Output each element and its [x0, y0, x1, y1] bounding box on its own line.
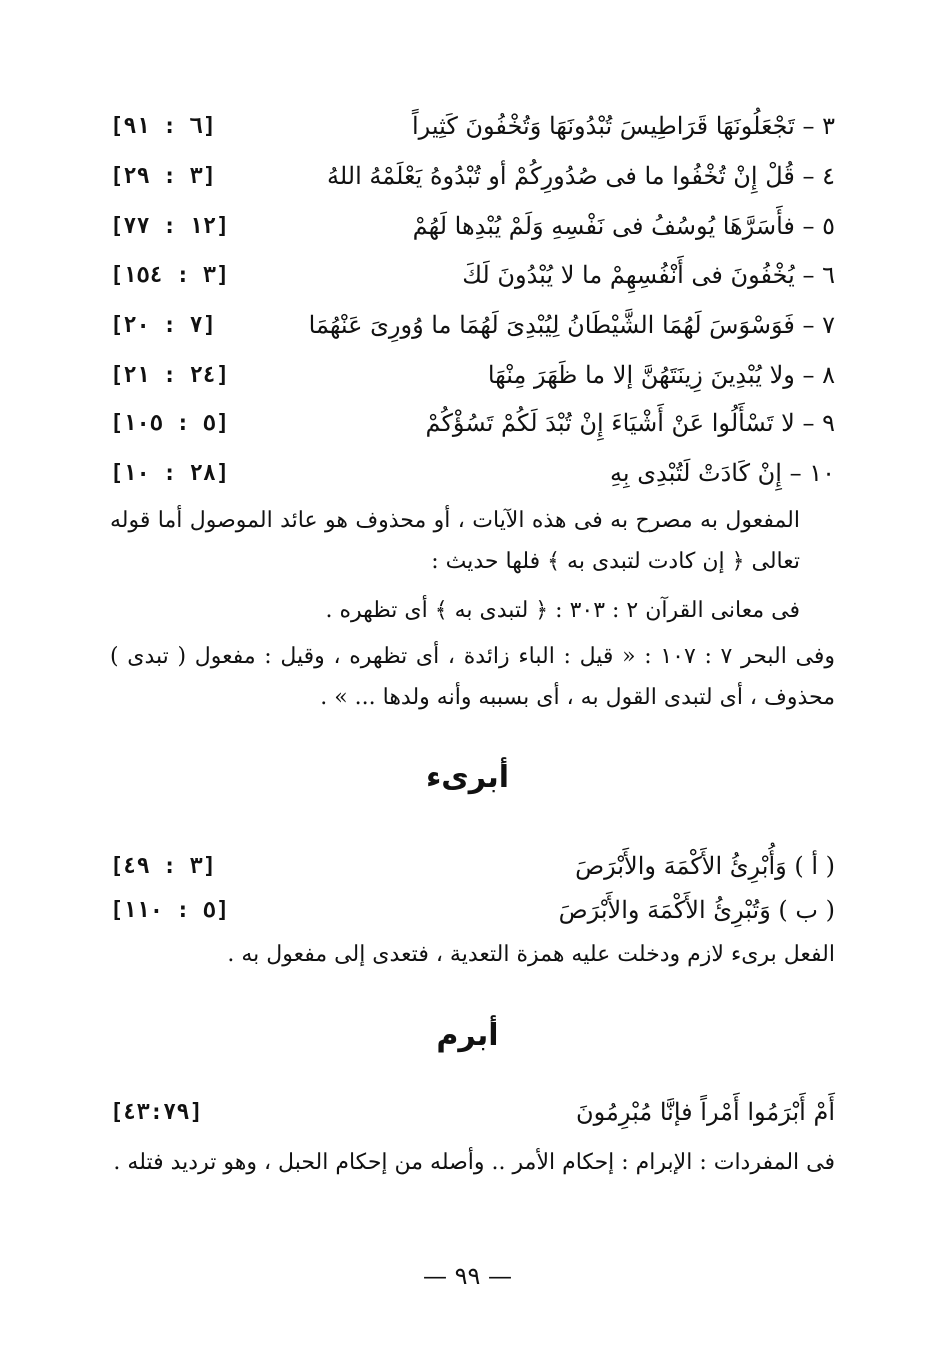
verse-text: أَمْ أَبْرَمُوا أَمْراً فإنَّا مُبْرِمُونَ: [576, 1098, 835, 1126]
verse-reference: [٥ : ١٠٥]: [110, 410, 230, 436]
verse-text: ٩ – لا تَسْأَلُوا عَنْ أَشْيَاءَ إِنْ تُبْدَ لَكُمْ تَسُؤْكُمْ: [425, 409, 835, 437]
commentary-paragraph: وفى البحر ٧ : ١٠٧ : « قيل : الباء زائدة ، أى تظهره ، وقيل : مفعول ( تبدى ) محذوف ، أى لتبدى القول به ، أى بسببه وأنه ولدها ... » .: [110, 644, 836, 710]
verse-text: ( أ ) وَأُبْرِئُ الأَكْمَهَ والأَبْرَصَ: [575, 852, 835, 880]
verse-reference: [٢٨ : ١٠]: [110, 460, 230, 486]
page-number: — ٩٩ —: [422, 1262, 513, 1290]
verse-row: [110, 305, 835, 345]
verse-row: [110, 156, 835, 196]
verse-row: [110, 1092, 835, 1132]
verse-text: ٧ – فَوَسْوَسَ لَهُمَا الشَّيْطَانُ لِيُبْدِىَ لَهُمَا ما وُورِىَ عَنْهُمَا: [308, 311, 835, 339]
verse-reference: [٤٣:٧٩]: [110, 1099, 203, 1125]
verse-text: ١٠ – إِنْ كَادَتْ لَتُبْدِى بِهِ: [610, 459, 835, 487]
verse-row: [110, 890, 835, 930]
verse-text: ٤ – قُلْ إِنْ تُخْفُوا ما فى صُدُورِكُمْ أو تُبْدُوهُ يَعْلَمْهُ اللهُ: [326, 162, 835, 190]
verse-reference: [٣ : ١٥٤]: [110, 262, 230, 288]
verse-row: [110, 255, 835, 295]
verse-text: ٥ – فأَسَرَّهَا يُوسُفُ فى نَفْسِهِ وَلَمْ يُبْدِها لَهُمْ: [412, 212, 835, 240]
verse-row: [110, 206, 835, 246]
verse-row: [110, 355, 835, 395]
verse-reference: [٣ : ٢٩]: [110, 163, 216, 189]
commentary-line: فى معانى القرآن ٢ : ٣٠٣ : ﴿ لتبدى به ﴾ أى تظهره .: [325, 598, 800, 623]
verse-text: ( ب ) وَتُبْرِئُ الأَكْمَهَ والأَبْرَصَ: [558, 896, 835, 924]
verse-reference: [٣ : ٤٩]: [110, 853, 216, 879]
verse-row: [110, 846, 835, 886]
verse-text: ٣ – تَجْعَلُونَهَا قَرَاطِيسَ تُبْدُونَهَا وَتُخْفُونَ كَثِيراً: [411, 112, 835, 140]
verse-row: [110, 453, 835, 493]
commentary-paragraph: المفعول به مصرح به فى هذه الآيات ، أو محذوف هو عائد الموصول أما قوله تعالى ﴿ إن كادت لتبدى به ﴾ فلها حديث :: [110, 508, 800, 574]
verse-reference: [٥ : ١١٠]: [110, 897, 230, 923]
section-heading: أبرم: [436, 1018, 499, 1053]
verse-reference: [٦ : ٩١]: [110, 113, 216, 139]
verse-text: ٨ – ولا يُبْدِينَ زِينَتَهُنَّ إلا ما ظَهَرَ مِنْهَا: [487, 361, 835, 389]
verse-text: ٦ – يُخْفُونَ فى أَنْفُسِهِمْ ما لا يُبْدُونَ لَكَ: [462, 261, 835, 289]
verse-row: [110, 403, 835, 443]
verse-reference: [٢٤ : ٢١]: [110, 362, 230, 388]
verse-row: [110, 106, 835, 146]
section-heading: أبرىء: [425, 760, 510, 795]
commentary-paragraph: فى المفردات : الإبرام : إحكام الأمر .. وأصله من إحكام الحبل ، وهو ترديد فتله .: [113, 1150, 835, 1175]
verse-reference: [٧ : ٢٠]: [110, 312, 216, 338]
commentary-line: الفعل برىء لازم ودخلت عليه همزة التعدية ، فتعدى إلى مفعول به .: [227, 942, 835, 967]
verse-reference: [١٢ : ٧٧]: [110, 213, 230, 239]
